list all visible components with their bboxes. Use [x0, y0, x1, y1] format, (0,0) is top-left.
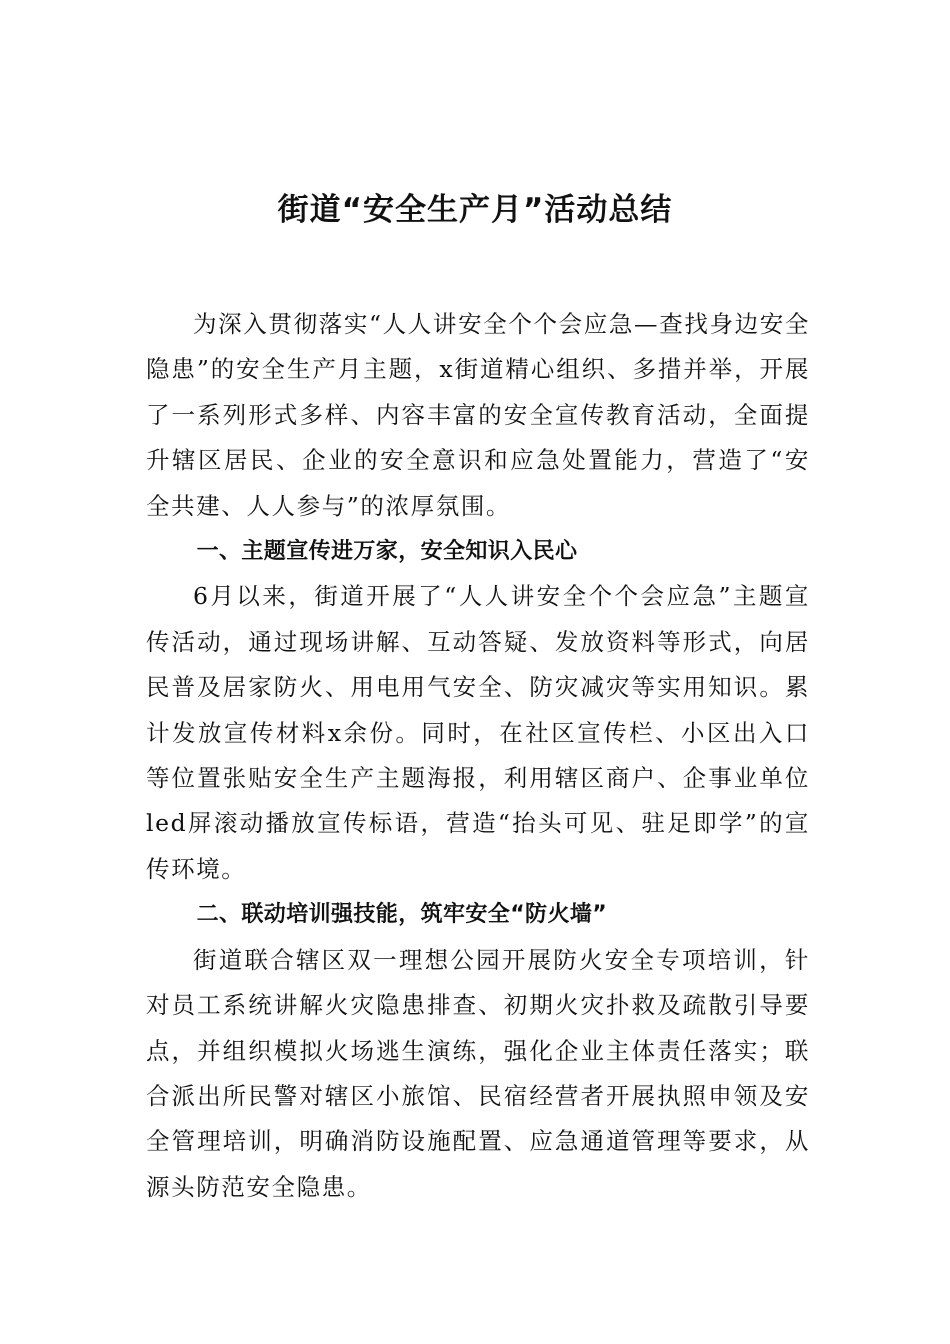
section-1-paragraph: 6月以来，街道开展了“人人讲安全个个会应急”主题宣传活动，通过现场讲解、互动答疑、发放资料等形式，向居民普及居家防火、用电用气安全、防灾减灾等实用知识。累计发放宣传材料x余份。同时，在社区宣传栏、小区出入口等位置张贴安全生产主题海报，利用辖区商户、企事业单位led屏滚动播放宣传标语，营造“抬头可见、驻足即学”的宣传环境。: [146, 582, 810, 883]
section-2-heading: 二、联动培训强技能，筑牢安全“防火墙”: [196, 902, 608, 928]
section-2-paragraph: 街道联合辖区双一理想公园开展防火安全专项培训，针对员工系统讲解火灾隐患排查、初期火灾扑救及疏散引导要点，并组织模拟火场逃生演练，强化企业主体责任落实；联合派出所民警对辖区小旅馆、民宿经营者开展执照申领及安全管理培训，明确消防设施配置、应急通道管理等要求，从源头防范安全隐患。: [146, 945, 810, 1201]
document-title: 街道“安全生产月”活动总结: [277, 192, 673, 228]
document-body: [146, 302, 810, 1210]
intro-paragraph: 为深入贯彻落实“人人讲安全个个会应急—查找身边安全隐患”的安全生产月主题，x街道精心组织、多措并举，开展了一系列形式多样、内容丰富的安全宣传教育活动，全面提升辖区居民、企业的安全意识和应急处置能力，营造了“安全共建、人人参与”的浓厚氛围。: [146, 310, 810, 520]
section-1-heading: 一、主题宣传进万家，安全知识入民心: [196, 539, 578, 565]
